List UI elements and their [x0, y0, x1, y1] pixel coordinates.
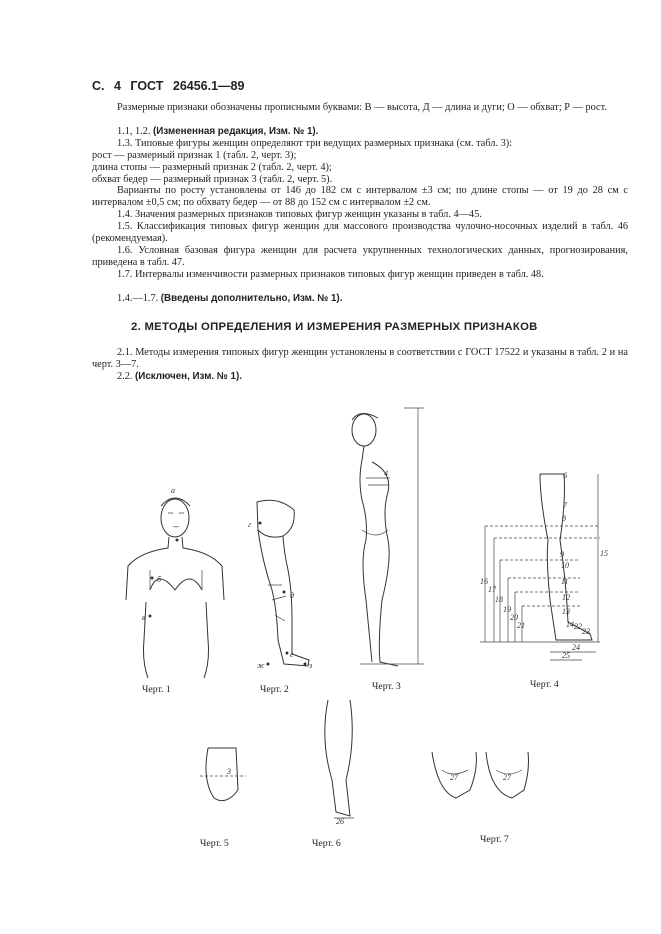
- label-15: 15: [600, 549, 608, 558]
- caption-figure-4: Черт. 4: [530, 679, 559, 690]
- amendment-note: (Введены дополнительно, Изм. № 1).: [160, 293, 343, 304]
- caption-figure-5: Черт. 5: [200, 838, 229, 849]
- label-22: 22: [574, 622, 582, 631]
- label-a: а: [171, 486, 175, 495]
- label-4: 4: [384, 469, 388, 478]
- label-20: 20: [510, 613, 518, 622]
- label-16: 16: [480, 577, 488, 586]
- label-z: з: [309, 661, 313, 670]
- label-g: г: [248, 520, 252, 529]
- figure-5-hips: [200, 748, 246, 801]
- label-b: б: [157, 575, 162, 584]
- label-11: 11: [561, 577, 569, 586]
- label-24: 24: [572, 643, 580, 652]
- paragraph-1-3: 1.3. Типовые фигуры женщин определяют три ведущих размерных признака (см. табл. 3):: [117, 138, 513, 149]
- label-7: 7: [563, 501, 567, 510]
- label-27-back: 27: [503, 773, 511, 782]
- paragraph-1-3-foot: длина стопы — размерный признак 2 (табл. 2, черт. 4);: [92, 162, 332, 173]
- label-10: 10: [561, 561, 569, 570]
- label-3: 3: [227, 767, 231, 776]
- label-e: е: [290, 650, 294, 659]
- paragraph-ref: 2.2.: [117, 371, 136, 382]
- label-21: 21: [517, 621, 525, 630]
- label-27-front: 27: [450, 773, 458, 782]
- figure-1-torso: [126, 486, 224, 678]
- caption-figure-7: Черт. 7: [480, 834, 509, 845]
- paragraph-notation: Размерные признаки обозначены прописными буквами: В — высота, Д — длина и дуги; О — обхват; Р — рост.: [117, 102, 607, 113]
- section-title: 2. МЕТОДЫ ОПРЕДЕЛЕНИЯ И ИЗМЕРЕНИЯ РАЗМЕРНЫХ ПРИЗНАКОВ: [131, 321, 538, 333]
- paragraph-variants: Варианты по росту установлены от 146 до 182 см с интервалом ±3 см; по длине стопы — от 19 до 28 см с интервалом ±0,5 см; по обхвату бедер — от 88 до 152 см с интервалом ±2 см.: [92, 185, 628, 208]
- paragraph-1-7: 1.7. Интервалы изменчивости размерных признаков типовых фигур женщин приведен в табл. 48.: [117, 269, 544, 280]
- label-13: 13: [562, 607, 570, 616]
- figure-4-leg-scheme: [480, 471, 608, 660]
- label-6: 6: [563, 471, 567, 480]
- caption-figure-2: Черт. 2: [260, 684, 289, 695]
- label-18: 18: [495, 595, 503, 604]
- label-14: 14: [566, 620, 574, 629]
- page-header: С. 4 ГОСТ 26456.1—89: [92, 79, 245, 93]
- paragraph-ref: 1.4.—1.7.: [117, 293, 161, 304]
- figure-7-hips: [432, 752, 529, 798]
- paragraph-ref: 1.1, 1.2.: [117, 126, 154, 137]
- label-25: 25: [562, 651, 570, 660]
- label-17: 17: [488, 585, 496, 594]
- figure-3-full-body: [352, 408, 424, 666]
- paragraph-1-3-height: рост — размерный признак 1 (табл. 2, черт. 3);: [92, 150, 297, 161]
- paragraph-1-6: 1.6. Условная базовая фигура женщин для расчета укрупненных технологических данных, прогнозирования, приведена в табл. 47.: [92, 245, 628, 268]
- label-23: 23: [582, 627, 590, 636]
- figure-6-lower-leg: [325, 700, 354, 826]
- amendment-note: (Измененная редакция, Изм. № 1).: [153, 126, 319, 137]
- paragraph-1-4: 1.4. Значения размерных признаков типовых фигур женщин указаны в табл. 4—45.: [117, 209, 482, 220]
- label-12: 12: [562, 593, 570, 602]
- label-26: 26: [336, 817, 344, 826]
- label-v: в: [142, 613, 146, 622]
- label-d: д: [290, 591, 295, 600]
- caption-figure-1: Черт. 1: [142, 684, 171, 695]
- label-9: 9: [560, 550, 564, 559]
- caption-figure-3: Черт. 3: [372, 681, 401, 692]
- label-19: 19: [503, 605, 511, 614]
- label-8: 8: [562, 514, 566, 523]
- amendment-note: (Исключен, Изм. № 1).: [135, 371, 242, 382]
- paragraph-2-1: 2.1. Методы измерения типовых фигур женщин установлены в соответствии с ГОСТ 17522 и указаны в табл. 2 и на черт. 3—7.: [92, 347, 628, 370]
- label-zh: ж: [257, 661, 265, 670]
- caption-figure-6: Черт. 6: [312, 838, 341, 849]
- paragraph-1-3-hips: обхват бедер — размерный признак 3 (табл. 2, черт. 5).: [92, 174, 333, 185]
- figure-2-leg: [248, 500, 312, 670]
- paragraph-1-5: 1.5. Классификация типовых фигур женщин для массового производства чулочно-носочных изделий в табл. 46 (рекомендуемая).: [92, 221, 628, 244]
